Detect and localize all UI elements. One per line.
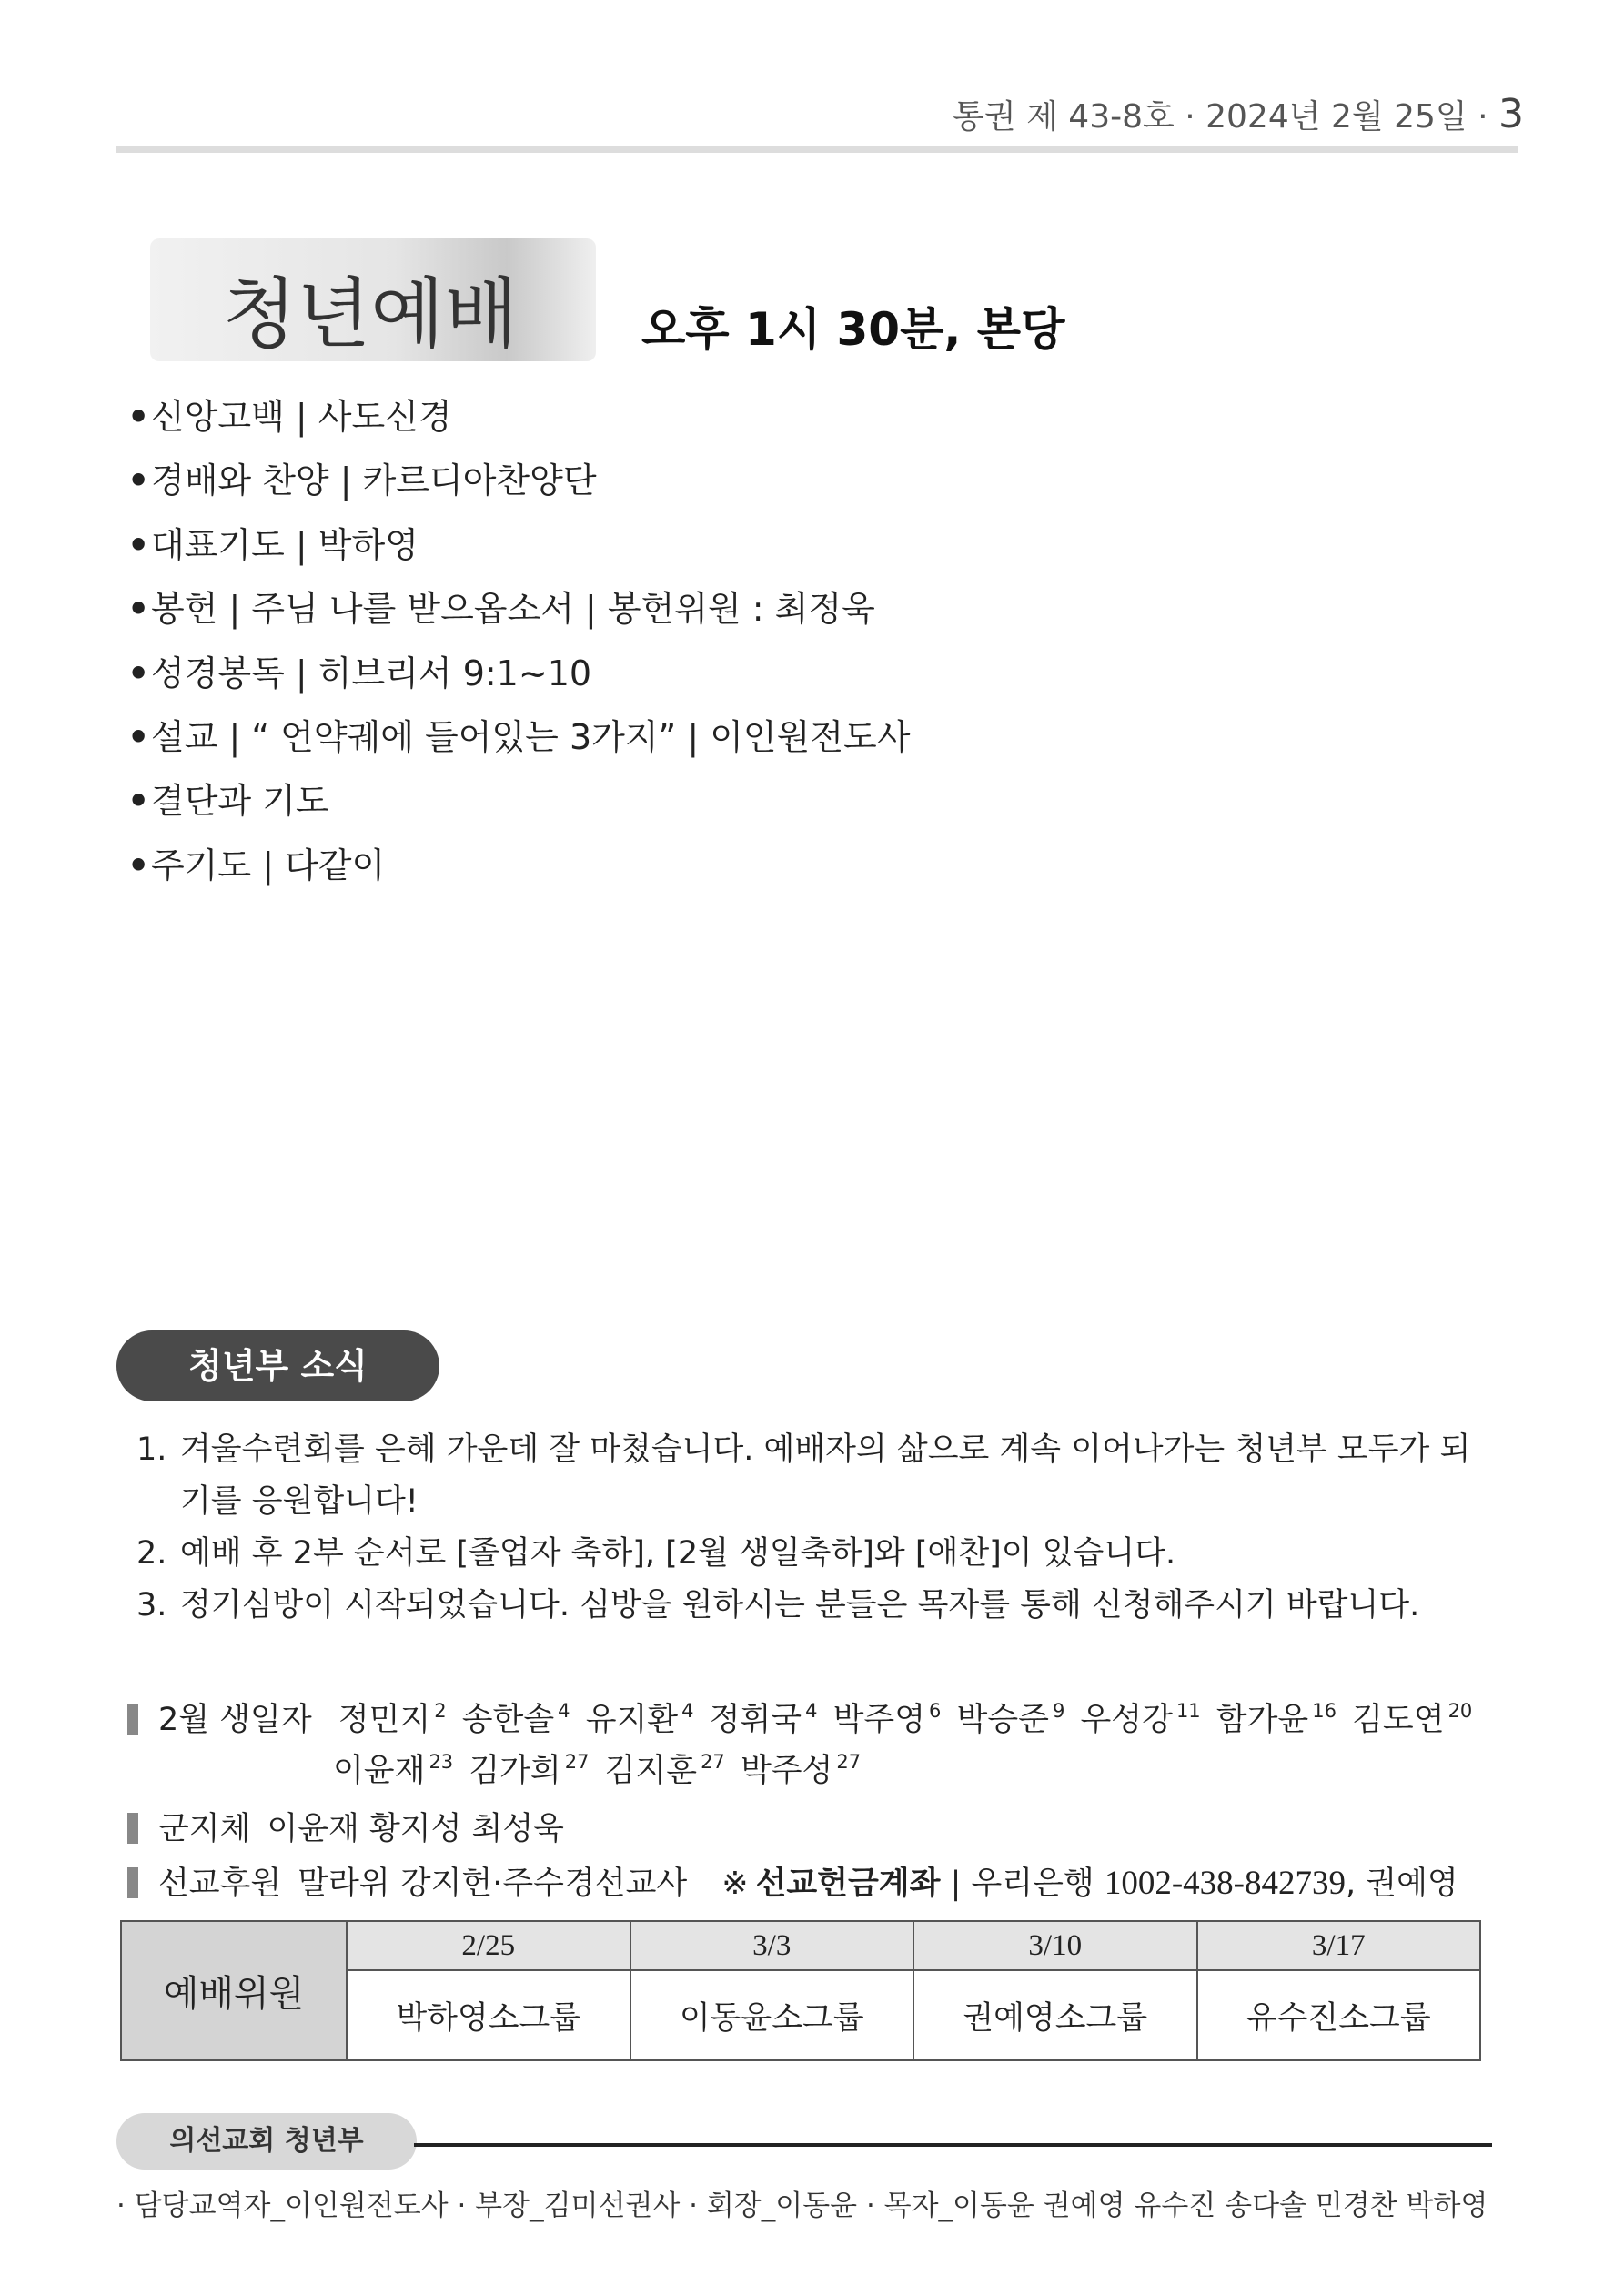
order-item: •성경봉독 | 히브리서 9:1~10	[127, 648, 910, 712]
news-item-text: 겨울수련회를 은혜 가운데 잘 마쳤습니다. 예배자의 삶으로 계속 이어나가는 청년부 모두가 되기를 응원합니다!	[180, 1431, 1471, 1520]
bullet-icon: •	[127, 589, 150, 630]
worship-time-place: 오후 1시 30분, 본당	[641, 303, 1065, 356]
bullet-icon: •	[127, 845, 150, 885]
order-item: •주기도 | 다같이	[127, 840, 910, 904]
section-marker	[127, 1813, 138, 1844]
section-marker	[127, 1704, 138, 1735]
bullet-icon: •	[127, 397, 150, 437]
account-holder: , 권예영	[1346, 1866, 1458, 1902]
news-item-text: 예배 후 2부 순서로 [졸업자 축하], [2월 생일축하]와 [애찬]이 있습니다.	[180, 1535, 1176, 1572]
birthday-row	[127, 1694, 1478, 1740]
worship-duty-table	[120, 1920, 1481, 2061]
birthday-entry: 김가희 $^{27}$	[469, 1751, 590, 1789]
birthday-entry: 정민지 $^2$	[338, 1700, 447, 1738]
birthday-entry: 박주성 $^{27}$	[740, 1751, 862, 1789]
news-item-text: 정기심방이 시작되었습니다. 심방을 원하시는 분들은 목자를 통해 신청해주시기 바랍니다.	[180, 1587, 1420, 1623]
order-item: •경배와 찬양 | 카르디아찬양단	[127, 455, 910, 519]
page-number: 3	[1498, 91, 1524, 137]
birthday-entry: 송한솔 $^4$	[461, 1700, 570, 1738]
issue-header	[953, 91, 1524, 137]
news-item-number: 3.	[136, 1587, 167, 1623]
issue-info: 통권 제 43-8호 · 2024년 2월 25일 ·	[953, 98, 1498, 136]
birthday-entry: 박주영 $^6$	[832, 1700, 942, 1738]
birthday-entry: 유지환 $^4$	[585, 1700, 694, 1738]
table-row	[121, 1921, 1480, 1970]
account-number: 1002-438-842739	[1104, 1865, 1347, 1902]
birthday-entry: 김지훈 $^{27}$	[604, 1751, 725, 1789]
news-item-number: 1.	[136, 1431, 167, 1468]
news-item	[136, 1580, 1501, 1632]
header-divider	[116, 146, 1518, 153]
section-marker	[127, 1867, 138, 1898]
news-section-title: 청년부 소식	[116, 1330, 439, 1401]
mission-row	[127, 1858, 1458, 1904]
birthday-label: 2월 생일자	[158, 1702, 312, 1738]
birthday-entry: 함가윤 $^{16}$	[1215, 1700, 1337, 1738]
bullet-icon: •	[127, 781, 150, 822]
news-item	[136, 1424, 1501, 1528]
bullet-icon: •	[127, 716, 150, 757]
date-cell: 3/10	[913, 1921, 1197, 1970]
date-cell: 2/25	[347, 1921, 630, 1970]
group-cell: 이동윤소그룹	[630, 1970, 914, 2060]
news-list	[136, 1424, 1501, 1632]
date-cell: 3/3	[630, 1921, 914, 1970]
bullet-icon: •	[127, 524, 150, 565]
bank-name: | 우리은행	[940, 1866, 1105, 1902]
military-label: 군지체	[158, 1811, 251, 1847]
reference-mark: ※	[721, 1866, 749, 1902]
military-names: 이윤재 황지성 최성욱	[267, 1811, 564, 1847]
worship-title: 청년예배	[223, 269, 519, 359]
bullet-icon: •	[127, 652, 150, 693]
staff-list: · 담당교역자_이인원전도사 · 부장_김미선권사 · 회장_이동윤 · 목자_이동윤 권예영 유수진 송다솔 민경찬 박하영	[116, 2190, 1488, 2222]
military-row	[127, 1804, 564, 1849]
order-item: •결단과 기도	[127, 775, 910, 839]
order-item: •대표기도 | 박하영	[127, 520, 910, 583]
table-header-cell: 예배위원	[121, 1921, 347, 2060]
birthday-row-2	[333, 1745, 866, 1791]
mission-label: 선교후원	[158, 1866, 282, 1902]
group-cell: 권예영소그룹	[913, 1970, 1197, 2060]
worship-order-list	[127, 391, 910, 904]
footer-divider	[414, 2143, 1492, 2147]
date-cell: 3/17	[1197, 1921, 1481, 1970]
birthday-entry: 박승준 $^9$	[956, 1700, 1065, 1738]
group-cell: 유수진소그룹	[1197, 1970, 1481, 2060]
birthday-entry: 김도연 $^{20}$	[1352, 1700, 1473, 1738]
mission-names: 말라위 강지헌·주수경선교사	[298, 1866, 688, 1902]
bullet-icon: •	[127, 460, 150, 501]
group-cell: 박하영소그룹	[347, 1970, 630, 2060]
birthday-entry: 정휘국 $^4$	[709, 1700, 818, 1738]
footer-title: 의선교회 청년부	[116, 2113, 417, 2170]
order-item: •설교 | “ 언약궤에 들어있는 3가지” | 이인원전도사	[127, 712, 910, 775]
birthday-entry: 이윤재 $^{23}$	[333, 1751, 454, 1789]
order-item: •신앙고백 | 사도신경	[127, 391, 910, 455]
birthday-entry: 우성강 $^{11}$	[1080, 1700, 1201, 1738]
order-item: •봉헌 | 주님 나를 받으옵소서 | 봉헌위원 : 최정욱	[127, 583, 910, 647]
account-label: 선교헌금계좌	[755, 1866, 941, 1902]
news-item	[136, 1528, 1501, 1580]
news-item-number: 2.	[136, 1535, 167, 1572]
